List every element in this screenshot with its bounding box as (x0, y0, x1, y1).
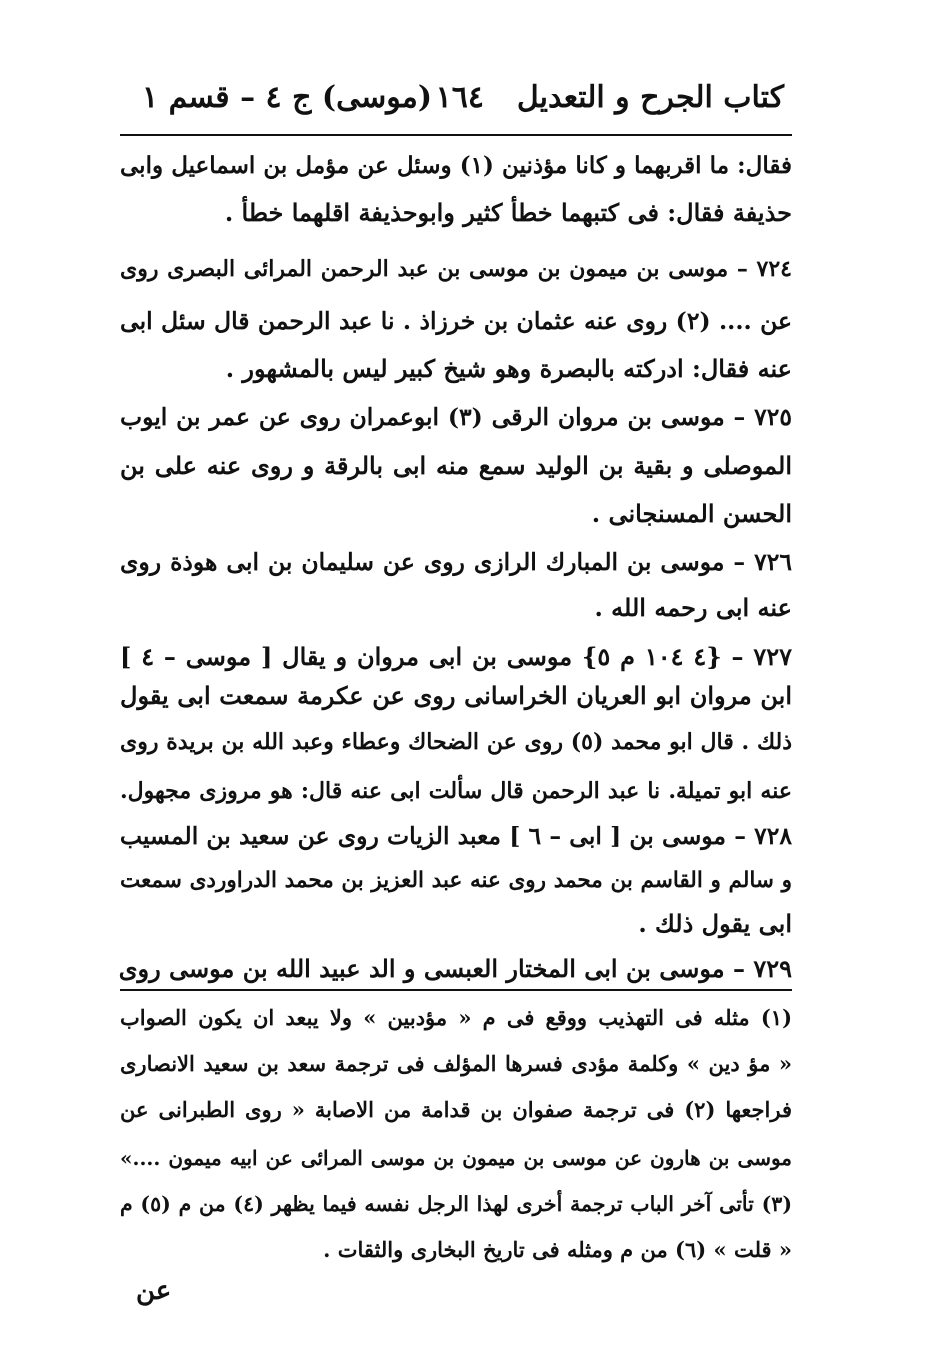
footnote-line: موسى بن هارون عن موسى بن ميمون بن موسى المرائى عن ابيه ميمون ....» (120, 1146, 792, 1170)
footnote-line: (٣) تأتى آخر الباب ترجمة أخرى لهذا الرجل نفسه فيما يظهر (٤) من م (٥) م (120, 1192, 793, 1216)
body-line: عنه ابى رحمه الله . (594, 593, 792, 622)
body-line: حذيفة فقال: فى كتبهما خطأ كثير وابوحذيفة اقلهما خطأ . (224, 198, 792, 227)
body-line: فقال: ما اقربهما و كانا مؤذنين (١) وسئل عن مؤمل بن اسماعيل وابى (120, 152, 792, 179)
body-line: عن .... (٢) روى عنه عثمان بن خرزاذ . نا عبد الرحمن قال سئل ابى (120, 307, 792, 335)
body-line: الموصلى و بقية بن الوليد سمع منه ابى بالرقة و روى عنه على بن (120, 451, 792, 480)
entry-725-line: ٧٢٥ – موسى بن مروان الرقى (٣) ابوعمران روى عن عمر بن ايوب (120, 403, 792, 431)
volume-part: (موسى) ج ٤ – قسم ١ (142, 80, 433, 115)
footnote-line: « مؤ دين » وكلمة مؤدى فسرها المؤلف فى ترجمة سعد بن سعيد الانصارى (120, 1051, 792, 1076)
running-header (120, 74, 792, 128)
body-line: الحسن المسنجانى . (591, 499, 792, 528)
body-line: عنه ابو تميلة. نا عبد الرحمن قال سألت ابى عنه قال: هو مروزى مجهول. (120, 778, 792, 804)
body-line: عنه فقال: ادركته بالبصرة وهو شيخ كبير ليس بالمشهور . (225, 354, 792, 383)
book-title: كتاب الجرح و التعديل (516, 80, 784, 115)
entry-724-line: ٧٢٤ – موسى بن ميمون بن موسى بن عبد الرحمن المرائى البصرى روى (120, 256, 792, 282)
entry-727-line: ٧٢٧ – {٤ ١٠٤ م ٥} موسى بن ابى مروان و يقال [ موسى – ٤ ] (120, 642, 792, 671)
catchword: عن (136, 1276, 172, 1306)
page-number: ١٦٤ (435, 80, 484, 115)
body-line: ابن مروان ابو العريان الخراسانى روى عن عكرمة سمعت ابى يقول (120, 681, 792, 710)
footnote-line: فراجعها (٢) فى ترجمة صفوان بن قدامة من الاصابة « روى الطبرانى عن (120, 1097, 793, 1122)
entry-728-line: ٧٢٨ – موسى بن [ ابى – ٦ ] معبد الزيات روى عن سعيد بن المسيب (119, 822, 792, 850)
body-line: ذلك . قال ابو محمد (٥) روى عن الضحاك وعطاء وعبد الله بن بريدة روى (120, 729, 792, 755)
header-rule (120, 134, 792, 136)
footnote-line: « قلت » (٦) من م ومثله فى تاريخ البخارى والثقات . (323, 1237, 792, 1262)
entry-729-line: ٧٢٩ – موسى بن ابى المختار العبسى و الد عبيد الله بن موسى روى (118, 954, 792, 983)
body-line: و سالم و القاسم بن محمد روى عنه عبد العزيز بن محمد الدراوردى سمعت (120, 868, 792, 893)
footnote-rule (120, 989, 792, 991)
entry-726-line: ٧٢٦ – موسى بن المبارك الرازى روى عن سليمان بن ابى هوذة روى (120, 548, 792, 576)
body-line: ابى يقول ذلك . (638, 909, 792, 938)
footnote-line: (١) مثله فى التهذيب ووقع فى م « مؤدبين » ولا يبعد ان يكون الصواب (120, 1005, 792, 1030)
